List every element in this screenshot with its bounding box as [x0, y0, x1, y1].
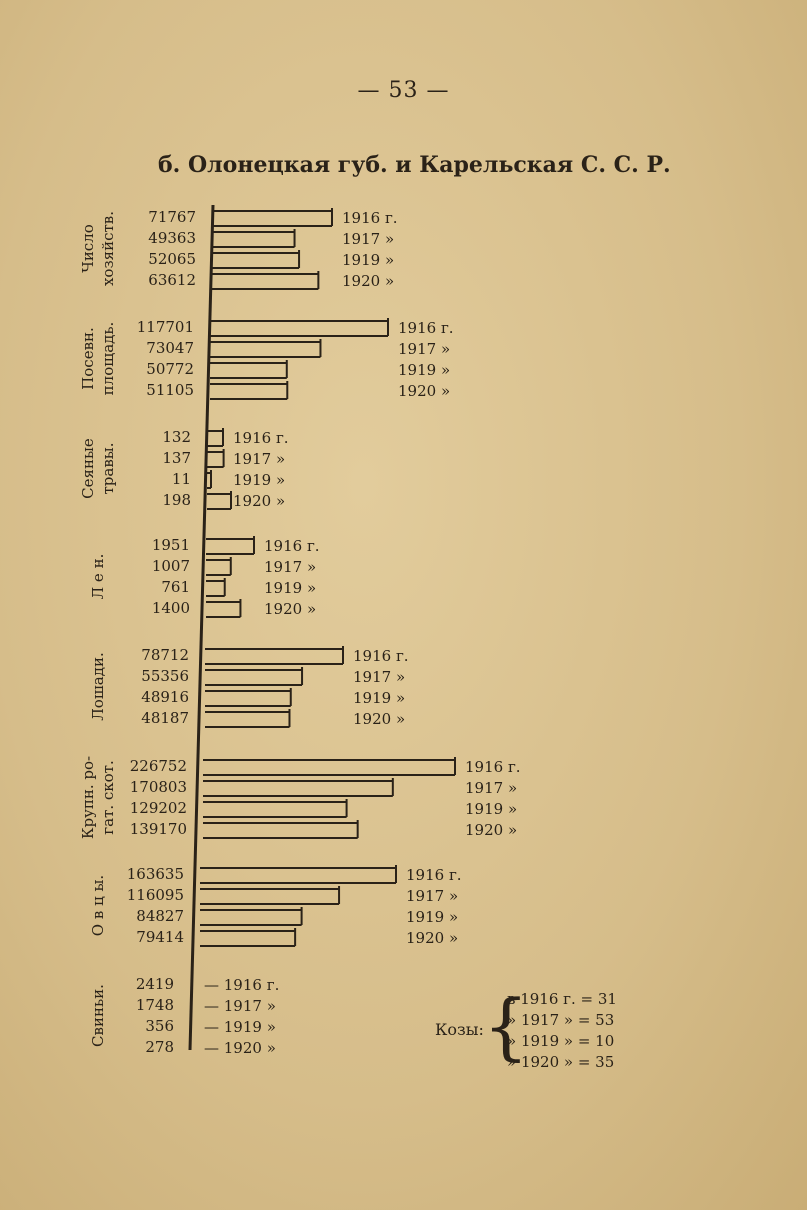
group-3-year-label-2: 1919 » — [264, 579, 317, 597]
group-2-value-label-0: 132 — [162, 428, 191, 446]
group-2-label-1: травы. — [99, 442, 117, 495]
group-3-value-label-1: 1007 — [151, 557, 190, 575]
group-5-year-label-0: 1916 г. — [465, 758, 521, 776]
group-1-value-label-1: 73047 — [146, 339, 194, 357]
group-3-value-label-0: 1951 — [151, 536, 190, 554]
group-3-bar-0 — [206, 536, 254, 554]
group-1-bar-0 — [210, 318, 388, 336]
group-6-year-label-1: 1917 » — [406, 887, 459, 905]
group-7-year-label-2: — 1919 » — [204, 1018, 276, 1036]
group-2-value-label-3: 198 — [162, 491, 191, 509]
goats-row-1920: » 1920 » = 35 — [507, 1053, 615, 1071]
group-6-value-label-3: 79414 — [136, 928, 184, 946]
group-5-value-label-2: 129202 — [129, 799, 187, 817]
chart-title: б. Олонецкая губ. и Карельская С. С. Р. — [158, 152, 671, 178]
group-6-bar-0 — [200, 865, 396, 883]
group-6-year-label-3: 1920 » — [406, 929, 459, 947]
group-4-bar-0 — [205, 646, 343, 664]
group-7-value-label-0: 2419 — [135, 975, 174, 993]
group-4-year-label-3: 1920 » — [353, 710, 406, 728]
group-1-label-0: Посевн. — [79, 327, 97, 390]
group-0-bar-0 — [212, 208, 332, 226]
group-1-value-label-2: 50772 — [146, 360, 194, 378]
group-5-year-label-3: 1920 » — [465, 821, 518, 839]
group-2-year-label-0: 1916 г. — [233, 429, 289, 447]
group-6-year-label-0: 1916 г. — [406, 866, 462, 884]
group-1-year-label-0: 1916 г. — [398, 319, 454, 337]
group-5-year-label-2: 1919 » — [465, 800, 518, 818]
group-5-label-0: Крупн. ро- — [79, 755, 97, 840]
goats-row-1919: » 1919 » = 10 — [507, 1032, 615, 1050]
group-1-year-label-1: 1917 » — [398, 340, 451, 358]
group-7-value-label-3: 278 — [145, 1038, 174, 1056]
group-2-bar-0 — [207, 428, 223, 446]
group-3-bar-1 — [206, 557, 231, 575]
group-7-year-label-3: — 1920 » — [204, 1039, 276, 1057]
group-5-bar-0 — [203, 757, 455, 775]
group-0-value-label-1: 49363 — [148, 229, 196, 247]
group-2-label-0: Сеяные — [79, 438, 97, 499]
group-1-value-label-0: 117701 — [136, 318, 194, 336]
goats-row-1916: в 1916 г. = 31 — [507, 990, 617, 1008]
group-1-bar-3 — [210, 381, 287, 399]
group-0-bar-3 — [212, 271, 318, 289]
group-4-year-label-2: 1919 » — [353, 689, 406, 707]
group-6-bar-2 — [200, 907, 302, 925]
group-3-year-label-0: 1916 г. — [264, 537, 320, 555]
goats-label: Козы: — [435, 1020, 484, 1039]
group-3-year-label-3: 1920 » — [264, 600, 317, 618]
group-0-year-label-1: 1917 » — [342, 230, 395, 248]
group-6-value-label-0: 163635 — [126, 865, 184, 883]
group-6-label-0: О в ц ы. — [89, 874, 107, 937]
group-6-bar-1 — [200, 886, 339, 904]
group-4-value-label-0: 78712 — [141, 646, 189, 664]
group-4-year-label-1: 1917 » — [353, 668, 406, 686]
group-5-value-label-1: 170803 — [129, 778, 187, 796]
group-0-label-0: Число — [79, 224, 97, 273]
group-3-value-label-2: 761 — [161, 578, 190, 596]
group-0-value-label-3: 63612 — [148, 271, 196, 289]
group-7-label-0: Свиньи. — [89, 984, 107, 1047]
group-2-bar-3 — [207, 491, 231, 509]
group-4-value-label-1: 55356 — [141, 667, 189, 685]
group-0-year-label-3: 1920 » — [342, 272, 395, 290]
group-4-label-0: Лошади. — [89, 652, 107, 721]
group-4-value-label-3: 48187 — [141, 709, 189, 727]
group-2-bar-1 — [207, 449, 224, 467]
group-3-year-label-1: 1917 » — [264, 558, 317, 576]
group-5-value-label-3: 139170 — [129, 820, 187, 838]
group-0-year-label-2: 1919 » — [342, 251, 395, 269]
goats-note — [435, 984, 655, 1071]
group-6-value-label-2: 84827 — [136, 907, 184, 925]
group-7-value-label-2: 356 — [145, 1017, 174, 1035]
group-0-value-label-2: 52065 — [148, 250, 196, 268]
group-2-year-label-2: 1919 » — [233, 471, 286, 489]
group-0-label-1: хозяйств. — [99, 210, 117, 287]
group-7-year-label-1: — 1917 » — [204, 997, 276, 1015]
group-3-bar-2 — [206, 578, 225, 596]
goats-brace: { — [483, 984, 529, 1068]
group-2-year-label-1: 1917 » — [233, 450, 286, 468]
group-5-value-label-0: 226752 — [129, 757, 187, 775]
group-2-value-label-1: 137 — [162, 449, 191, 467]
group-5-bar-3 — [203, 820, 358, 838]
group-2-value-label-2: 11 — [171, 470, 191, 488]
group-4-bar-1 — [205, 667, 302, 685]
group-0-bar-1 — [212, 229, 295, 247]
group-5-label-1: гат. скот. — [99, 760, 117, 835]
group-1-bar-2 — [210, 360, 287, 378]
group-5-bar-1 — [203, 778, 393, 796]
group-1-year-label-2: 1919 » — [398, 361, 451, 379]
group-0-bar-2 — [212, 250, 299, 268]
group-6-value-label-1: 116095 — [126, 886, 184, 904]
group-1-year-label-3: 1920 » — [398, 382, 451, 400]
group-7-value-label-1: 1748 — [135, 996, 174, 1014]
group-6-year-label-2: 1919 » — [406, 908, 459, 926]
group-2-year-label-3: 1920 » — [233, 492, 286, 510]
page-number: — 53 — — [357, 78, 450, 103]
group-3-value-label-3: 1400 — [151, 599, 190, 617]
group-0-year-label-0: 1916 г. — [342, 209, 398, 227]
group-2-bar-2 — [207, 470, 211, 488]
group-1-label-1: площадь. — [99, 321, 117, 396]
group-4-value-label-2: 48916 — [141, 688, 189, 706]
group-4-bar-3 — [205, 709, 289, 727]
group-5-year-label-1: 1917 » — [465, 779, 518, 797]
group-5-bar-2 — [203, 799, 347, 817]
group-6-bar-3 — [200, 928, 295, 946]
group-4-year-label-0: 1916 г. — [353, 647, 409, 665]
goats-row-1917: » 1917 » = 53 — [507, 1011, 615, 1029]
group-3-label-0: Л е н. — [89, 553, 107, 600]
group-3-bar-3 — [206, 599, 240, 617]
group-7-year-label-0: — 1916 г. — [204, 976, 280, 994]
group-1-bar-1 — [210, 339, 320, 357]
group-1-value-label-3: 51105 — [146, 381, 194, 399]
group-4-bar-2 — [205, 688, 291, 706]
group-0-value-label-0: 71767 — [148, 208, 196, 226]
